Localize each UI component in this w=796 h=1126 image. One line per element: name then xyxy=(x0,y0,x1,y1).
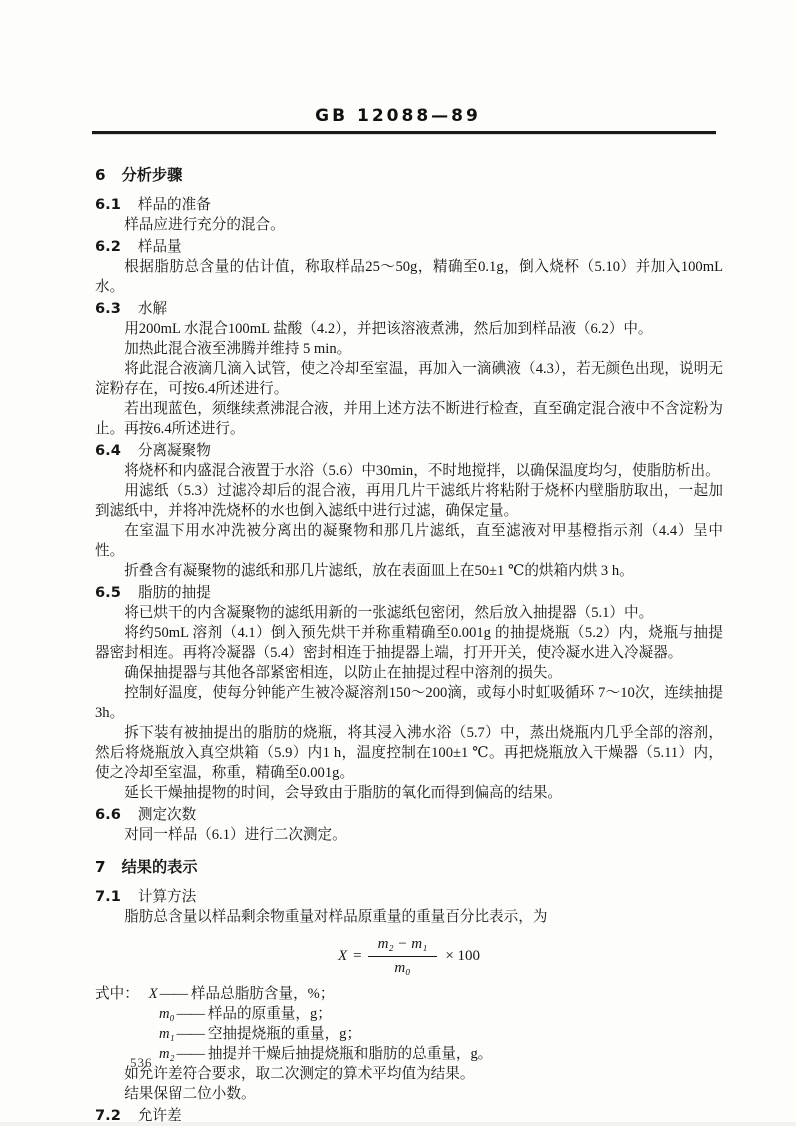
clause-title: 计算方法 xyxy=(137,889,197,905)
fraction-denominator: m₀ xyxy=(394,960,411,976)
clause-7-1-heading xyxy=(95,887,723,907)
legend-label: 式中： xyxy=(95,986,139,1002)
clause-title: 样品的准备 xyxy=(137,197,211,213)
section-6-heading xyxy=(95,165,723,185)
clause-6-4-heading xyxy=(95,441,723,461)
legend-line xyxy=(159,1024,723,1044)
clause-number: 6.1 xyxy=(95,196,121,213)
clause-6-6-heading xyxy=(95,805,723,825)
paragraph: 用200mL 水混合100mL 盐酸（4.2），并把该溶液煮沸，然后加到样品液（6.2）中。 xyxy=(124,321,653,337)
page-number: 536 xyxy=(130,1055,153,1070)
legend-symbol: m₀ xyxy=(159,1006,175,1022)
fat-content-formula xyxy=(338,934,480,978)
formula-equals: = xyxy=(353,948,362,964)
clause-number: 6.3 xyxy=(95,300,121,317)
legend-symbol: X xyxy=(148,986,158,1002)
standard-number: GB 12088—89 xyxy=(315,106,481,126)
legend-description: 空抽提烧瓶的重量，g； xyxy=(207,1026,362,1042)
formula-legend xyxy=(95,984,723,1064)
clause-title: 允许差 xyxy=(137,1108,182,1124)
clause-6-5-heading xyxy=(95,583,723,603)
clause-title: 分离凝聚物 xyxy=(137,443,211,459)
paragraph: 加热此混合液至沸腾并维持 5 min。 xyxy=(124,341,352,357)
clause-title: 测定次数 xyxy=(137,807,197,823)
clause-title: 样品量 xyxy=(137,239,182,255)
legend-symbol: m₁ xyxy=(159,1026,175,1042)
paragraph: 将已烘干的内含凝聚物的滤纸用新的一张滤纸包密闭，然后放入抽提器（5.1）中。 xyxy=(124,605,654,621)
formula-lhs: X xyxy=(337,948,348,964)
legend-dash: —— xyxy=(176,1046,204,1062)
legend-dash: —— xyxy=(159,986,187,1002)
clause-6-1-heading xyxy=(95,195,723,215)
clause-title: 脂肪的抽提 xyxy=(137,585,211,601)
legend-line xyxy=(159,1004,723,1024)
paragraph: 确保抽提器与其他各部紧密相连，以防止在抽提过程中溶剂的损失。 xyxy=(124,665,563,681)
section-title: 结果的表示 xyxy=(121,858,198,876)
paragraph: 对同一样品（6.1）进行二次测定。 xyxy=(124,827,347,843)
section-number: 7 xyxy=(95,858,106,876)
paragraph: 在室温下用水冲洗被分离出的凝聚物和那几片滤纸，直至滤液对甲基橙指示剂（4.4）呈中性。 xyxy=(95,523,723,559)
section-title: 分析步骤 xyxy=(121,166,183,184)
legend-dash: —— xyxy=(176,1006,204,1022)
paragraph: 折叠含有凝聚物的滤纸和那几片滤纸，放在表面皿上在50±1 ℃的烘箱内烘 3 h。 xyxy=(124,563,634,579)
legend-description: 抽提并干燥后抽提烧瓶和脂肪的总重量，g。 xyxy=(207,1046,493,1062)
legend-line xyxy=(159,1044,723,1064)
paragraph: 控制好温度，使每分钟能产生被冷凝溶剂150～200滴，或每小时虹吸循环 7～10次，连续抽提3h。 xyxy=(95,685,723,721)
legend-description: 样品的原重量，g； xyxy=(207,1006,332,1022)
paragraph: 将约50mL 溶剂（4.1）倒入预先烘干并称重精确至0.001g 的抽提烧瓶（5.2）内，烧瓶与抽提器密封相连。再将冷凝器（5.4）密封相连于抽提器上端，打开开关，使冷凝水进入冷凝器。 xyxy=(95,625,723,661)
paragraph: 结果保留二位小数。 xyxy=(124,1086,256,1102)
section-7-heading xyxy=(95,857,723,877)
paragraph: 根据脂肪总含量的估计值，称取样品25～50g，精确至0.1g，倒入烧杯（5.10）并加入100mL 水。 xyxy=(95,259,723,295)
paragraph: 如允许差符合要求，取二次测定的算术平均值为结果。 xyxy=(124,1066,475,1082)
fraction-numerator: m₂ − m₁ xyxy=(368,934,438,957)
legend-symbol: m₂ xyxy=(159,1046,175,1062)
paragraph: 若出现蓝色，须继续煮沸混合液，并用上述方法不断进行检查，直至确定混合液中不含淀粉为止。再按6.4所述进行。 xyxy=(95,401,723,437)
clause-number: 6.6 xyxy=(95,806,121,823)
header-rule xyxy=(92,131,716,134)
clause-number: 7.2 xyxy=(95,1107,121,1124)
paragraph: 用滤纸（5.3）过滤冷却后的混合液，再用几片干滤纸片将粘附于烧杯内壁脂肪取出，一起加到滤纸中，并将冲洗烧杯的水也倒入滤纸中进行过滤，确保定量。 xyxy=(95,483,723,519)
clause-number: 6.5 xyxy=(95,584,121,601)
document-body xyxy=(95,153,723,1126)
clause-number: 7.1 xyxy=(95,888,121,905)
clause-number: 6.4 xyxy=(95,442,121,459)
paragraph: 拆下装有被抽提出的脂肪的烧瓶，将其浸入沸水浴（5.7）中，蒸出烧瓶内几乎全部的溶剂，然后将烧瓶放入真空烘箱（5.9）内1 h，温度控制在100±1 ℃。再把烧瓶放入干燥器（5.11）内，使之冷却至室温，称重，精确至0.001g。 xyxy=(95,725,723,781)
legend-description: 样品总脂肪含量，%； xyxy=(190,986,335,1002)
clause-number: 6.2 xyxy=(95,238,121,255)
legend-dash: —— xyxy=(176,1026,204,1042)
legend-line xyxy=(95,984,723,1004)
clause-6-3-heading xyxy=(95,299,723,319)
paragraph: 延长干燥抽提物的时间，会导致由于脂肪的氧化而得到偏高的结果。 xyxy=(124,785,563,801)
paragraph: 将烧杯和内盛混合液置于水浴（5.6）中30min，不时地搅拌，以确保温度均匀，使脂肪析出。 xyxy=(124,463,720,479)
formula-multiplier: × 100 xyxy=(445,948,481,964)
clause-7-2-heading xyxy=(95,1106,723,1126)
clause-title: 水解 xyxy=(137,301,168,317)
paragraph: 脂肪总含量以样品剩余物重量对样品原重量的重量百分比表示，为 xyxy=(124,909,548,925)
clause-6-2-heading xyxy=(95,237,723,257)
section-number: 6 xyxy=(95,166,106,184)
paragraph: 将此混合液滴几滴入试管，使之冷却至室温，再加入一滴碘液（4.3），若无颜色出现，说明无淀粉存在，可按6.4所述进行。 xyxy=(95,361,723,397)
formula-fraction xyxy=(368,934,438,978)
formula-block xyxy=(95,934,723,978)
paragraph: 样品应进行充分的混合。 xyxy=(124,217,285,233)
